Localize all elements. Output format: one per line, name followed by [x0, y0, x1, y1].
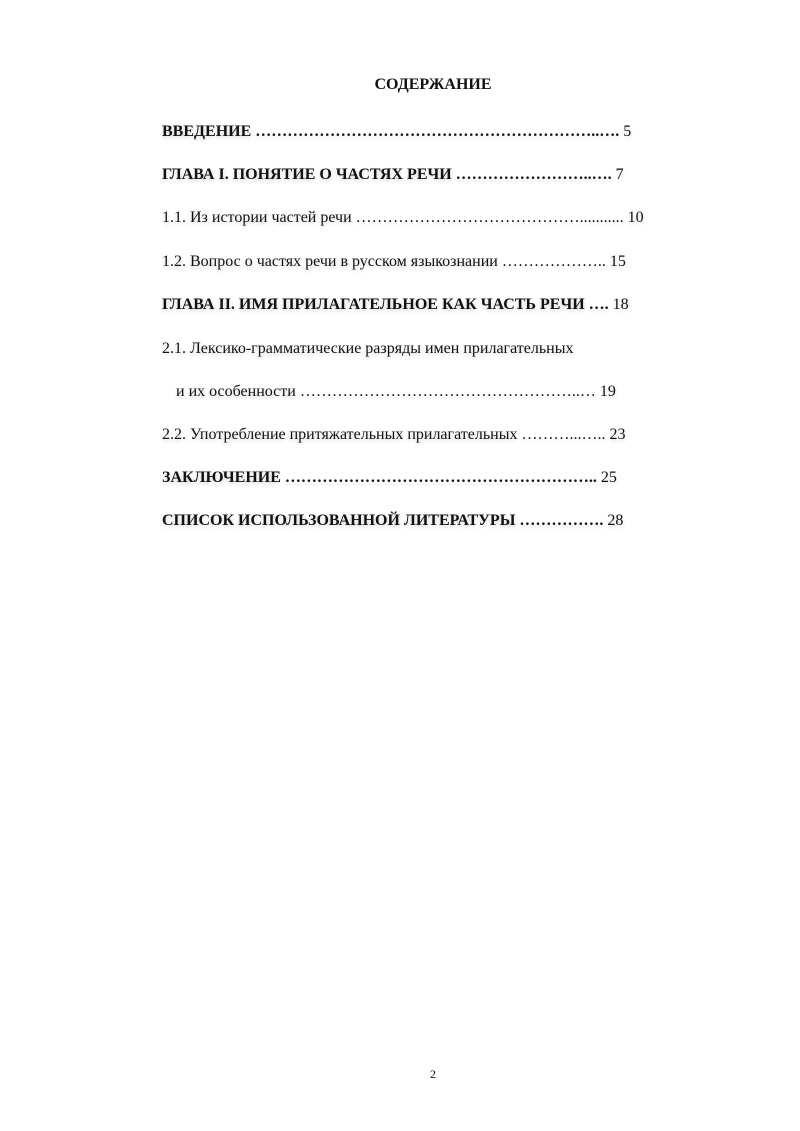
toc-entry-page: 28	[607, 512, 624, 529]
toc-entry-label: ЗАКЛЮЧЕНИЕ …………………………………………………..	[162, 469, 601, 486]
page-number: 2	[430, 1067, 436, 1081]
toc-entry-section-1-2	[162, 252, 626, 272]
toc-entry-page: 23	[609, 426, 626, 443]
toc-entry-section-1-1	[162, 208, 644, 228]
toc-title: СОДЕРЖАНИЕ	[374, 76, 492, 93]
toc-entry-page: 15	[609, 253, 626, 270]
toc-entry-chapter-2	[162, 295, 629, 315]
toc-entry-label: СПИСОК ИСПОЛЬЗОВАННОЙ ЛИТЕРАТУРЫ …………….	[162, 512, 608, 529]
toc-entry-section-2-2	[162, 425, 625, 445]
toc-title-container	[0, 76, 800, 94]
toc-entry-page: 19	[599, 383, 616, 400]
toc-entry-label: 2.2. Употребление притяжательных прилагательных ………...…..	[162, 426, 610, 443]
toc-entry-section-2-1-line-2	[176, 382, 616, 402]
toc-entry-page: 18	[612, 296, 629, 313]
toc-entry-introduction	[162, 122, 631, 142]
toc-entry-section-2-1-line-1	[162, 339, 573, 359]
toc-entry-conclusion	[162, 468, 617, 488]
toc-entry-label: ВВЕДЕНИЕ ………………………………………………………..….	[162, 123, 624, 140]
toc-entry-bibliography	[162, 511, 623, 531]
toc-entry-label: 2.1. Лексико-грамматические разряды имен прилагательных	[162, 340, 574, 357]
toc-entry-chapter-1	[162, 165, 624, 185]
toc-entry-label: 1.1. Из истории частей речи ……………………………………...........	[162, 209, 628, 226]
toc-entry-page: 10	[627, 209, 644, 226]
toc-entry-label: ГЛАВА II. ИМЯ ПРИЛАГАТЕЛЬНОЕ КАК ЧАСТЬ РЕЧИ ….	[162, 296, 613, 313]
toc-entry-label: 1.2. Вопрос о частях речи в русском языкознании ………………..	[162, 253, 610, 270]
toc-entry-label: и их особенности ……………………………………………..…	[176, 383, 600, 400]
toc-entry-label: ГЛАВА I. ПОНЯТИЕ О ЧАСТЯХ РЕЧИ ……………………..….	[162, 166, 616, 183]
toc-entry-page: 7	[615, 166, 624, 183]
toc-entry-page: 5	[623, 123, 632, 140]
toc-entry-page: 25	[600, 469, 617, 486]
